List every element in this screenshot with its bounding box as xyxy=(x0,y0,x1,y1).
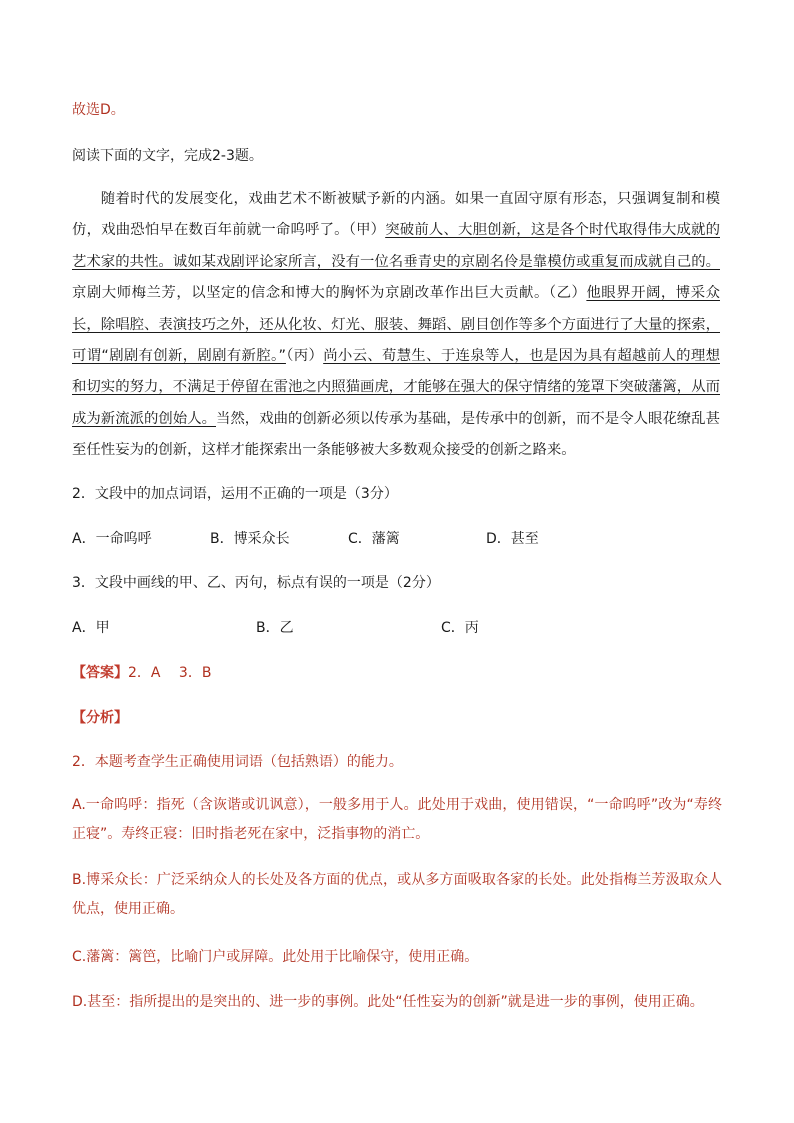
explanation-option-a xyxy=(72,791,722,849)
reading-passage xyxy=(72,184,720,467)
passage-text: 当然，戏曲的创新必须以传承为基础，是传承中的创新，而不是令人眼花缭乱甚至任性妄为的创新，这样才能探索出一条能够被大多数观众接受的创新之路来。 xyxy=(72,410,720,459)
passage-paragraph xyxy=(72,184,720,467)
passage-text: 京剧大师梅兰芳，以坚定的信念和博大的胸怀为京剧改革作出巨大贡献。（乙） xyxy=(72,285,587,302)
explanation-text: A.一命呜呼：指死（含诙谐或讥讽意），一般多用于人。此处用于戏曲，使用错误，“一命呜呼”改为“寿终正寝”。寿终正寝：旧时指老死在家中，泛指事物的消亡。 xyxy=(72,797,722,842)
answer-text: 2．A 3．B xyxy=(128,665,212,681)
explanation-option-b xyxy=(72,866,722,924)
explanation-option-c xyxy=(72,943,722,972)
underlined-sentence-jia: 突破前人、大胆创新，这是各个时代取得伟大成就的艺术家的共性。诚如某戏剧评论家所言，没有一位名垂青史的京剧名伶是靠模仿或重复而成就自己的。 xyxy=(72,222,720,270)
question-2-option-a: A．一命呜呼 xyxy=(72,531,152,547)
answer-label: 【答案】 xyxy=(72,665,128,681)
analysis-heading xyxy=(72,708,128,728)
underlined-sentence-bing: 尚小云、荀慧生、于连泉等人，也是因为具有超越前人的理想和切实的努力，不满足于停留在雷池之内照猫画虎，才能够在强大的保守情绪的笼罩下突破藩篱，从而成为新流派的创始人。 xyxy=(72,348,720,427)
explanation-text: D.甚至：指所提出的是突出的、进一步的事例。此处“任性妄为的创新”就是进一步的事例，使用正确。 xyxy=(72,994,704,1010)
question-3-stem: 3．文段中画线的甲、乙、丙句，标点有误的一项是（2分） xyxy=(72,575,440,591)
analysis-label: 【分析】 xyxy=(72,710,128,726)
passage-text: （丙） xyxy=(285,348,324,365)
explanation-option-d xyxy=(72,988,722,1017)
explanation-text: C.藩篱：篱笆，比喻门户或屏障。此处用于比喻保守，使用正确。 xyxy=(72,949,479,965)
question-3-option-c: C．丙 xyxy=(441,620,479,636)
explanation-text: B.博采众长：广泛采纳众人的长处及各方面的优点，或从多方面吸取各家的长处。此处指梅兰芳汲取众人优点，使用正确。 xyxy=(72,872,722,917)
question-2-option-d: D．甚至 xyxy=(486,531,539,547)
answer-line xyxy=(72,663,211,683)
previous-answer-conclusion: 故选D。 xyxy=(72,102,125,118)
question-2-option-b: B．博采众长 xyxy=(210,531,290,547)
passage-text: 随着时代的发展变化，戏曲艺术不断被赋予新的内涵。如果一直固守原有形态，只强调复制和模仿，戏曲恐怕早在数百年前就一命呜呼了。（甲） xyxy=(72,191,720,239)
question-3-option-b: B．乙 xyxy=(256,620,294,636)
explanation-intro: 2．本题考查学生正确使用词语（包括熟语）的能力。 xyxy=(72,754,403,770)
question-3-option-a: A．甲 xyxy=(72,620,110,636)
reading-instruction: 阅读下面的文字，完成2-3题。 xyxy=(72,148,263,164)
question-2-stem: 2．文段中的加点词语，运用不正确的一项是（3分） xyxy=(72,486,398,502)
question-2-option-c: C．藩篱 xyxy=(348,531,400,547)
underlined-sentence-yi: 他眼界开阔，博采众长，除唱腔、表演技巧之外，还从化妆、灯光、服装、舞蹈、剧目创作等多个方面进行了大量的探索，可谓“剧剧有创新，剧剧有新腔。” xyxy=(72,285,720,365)
